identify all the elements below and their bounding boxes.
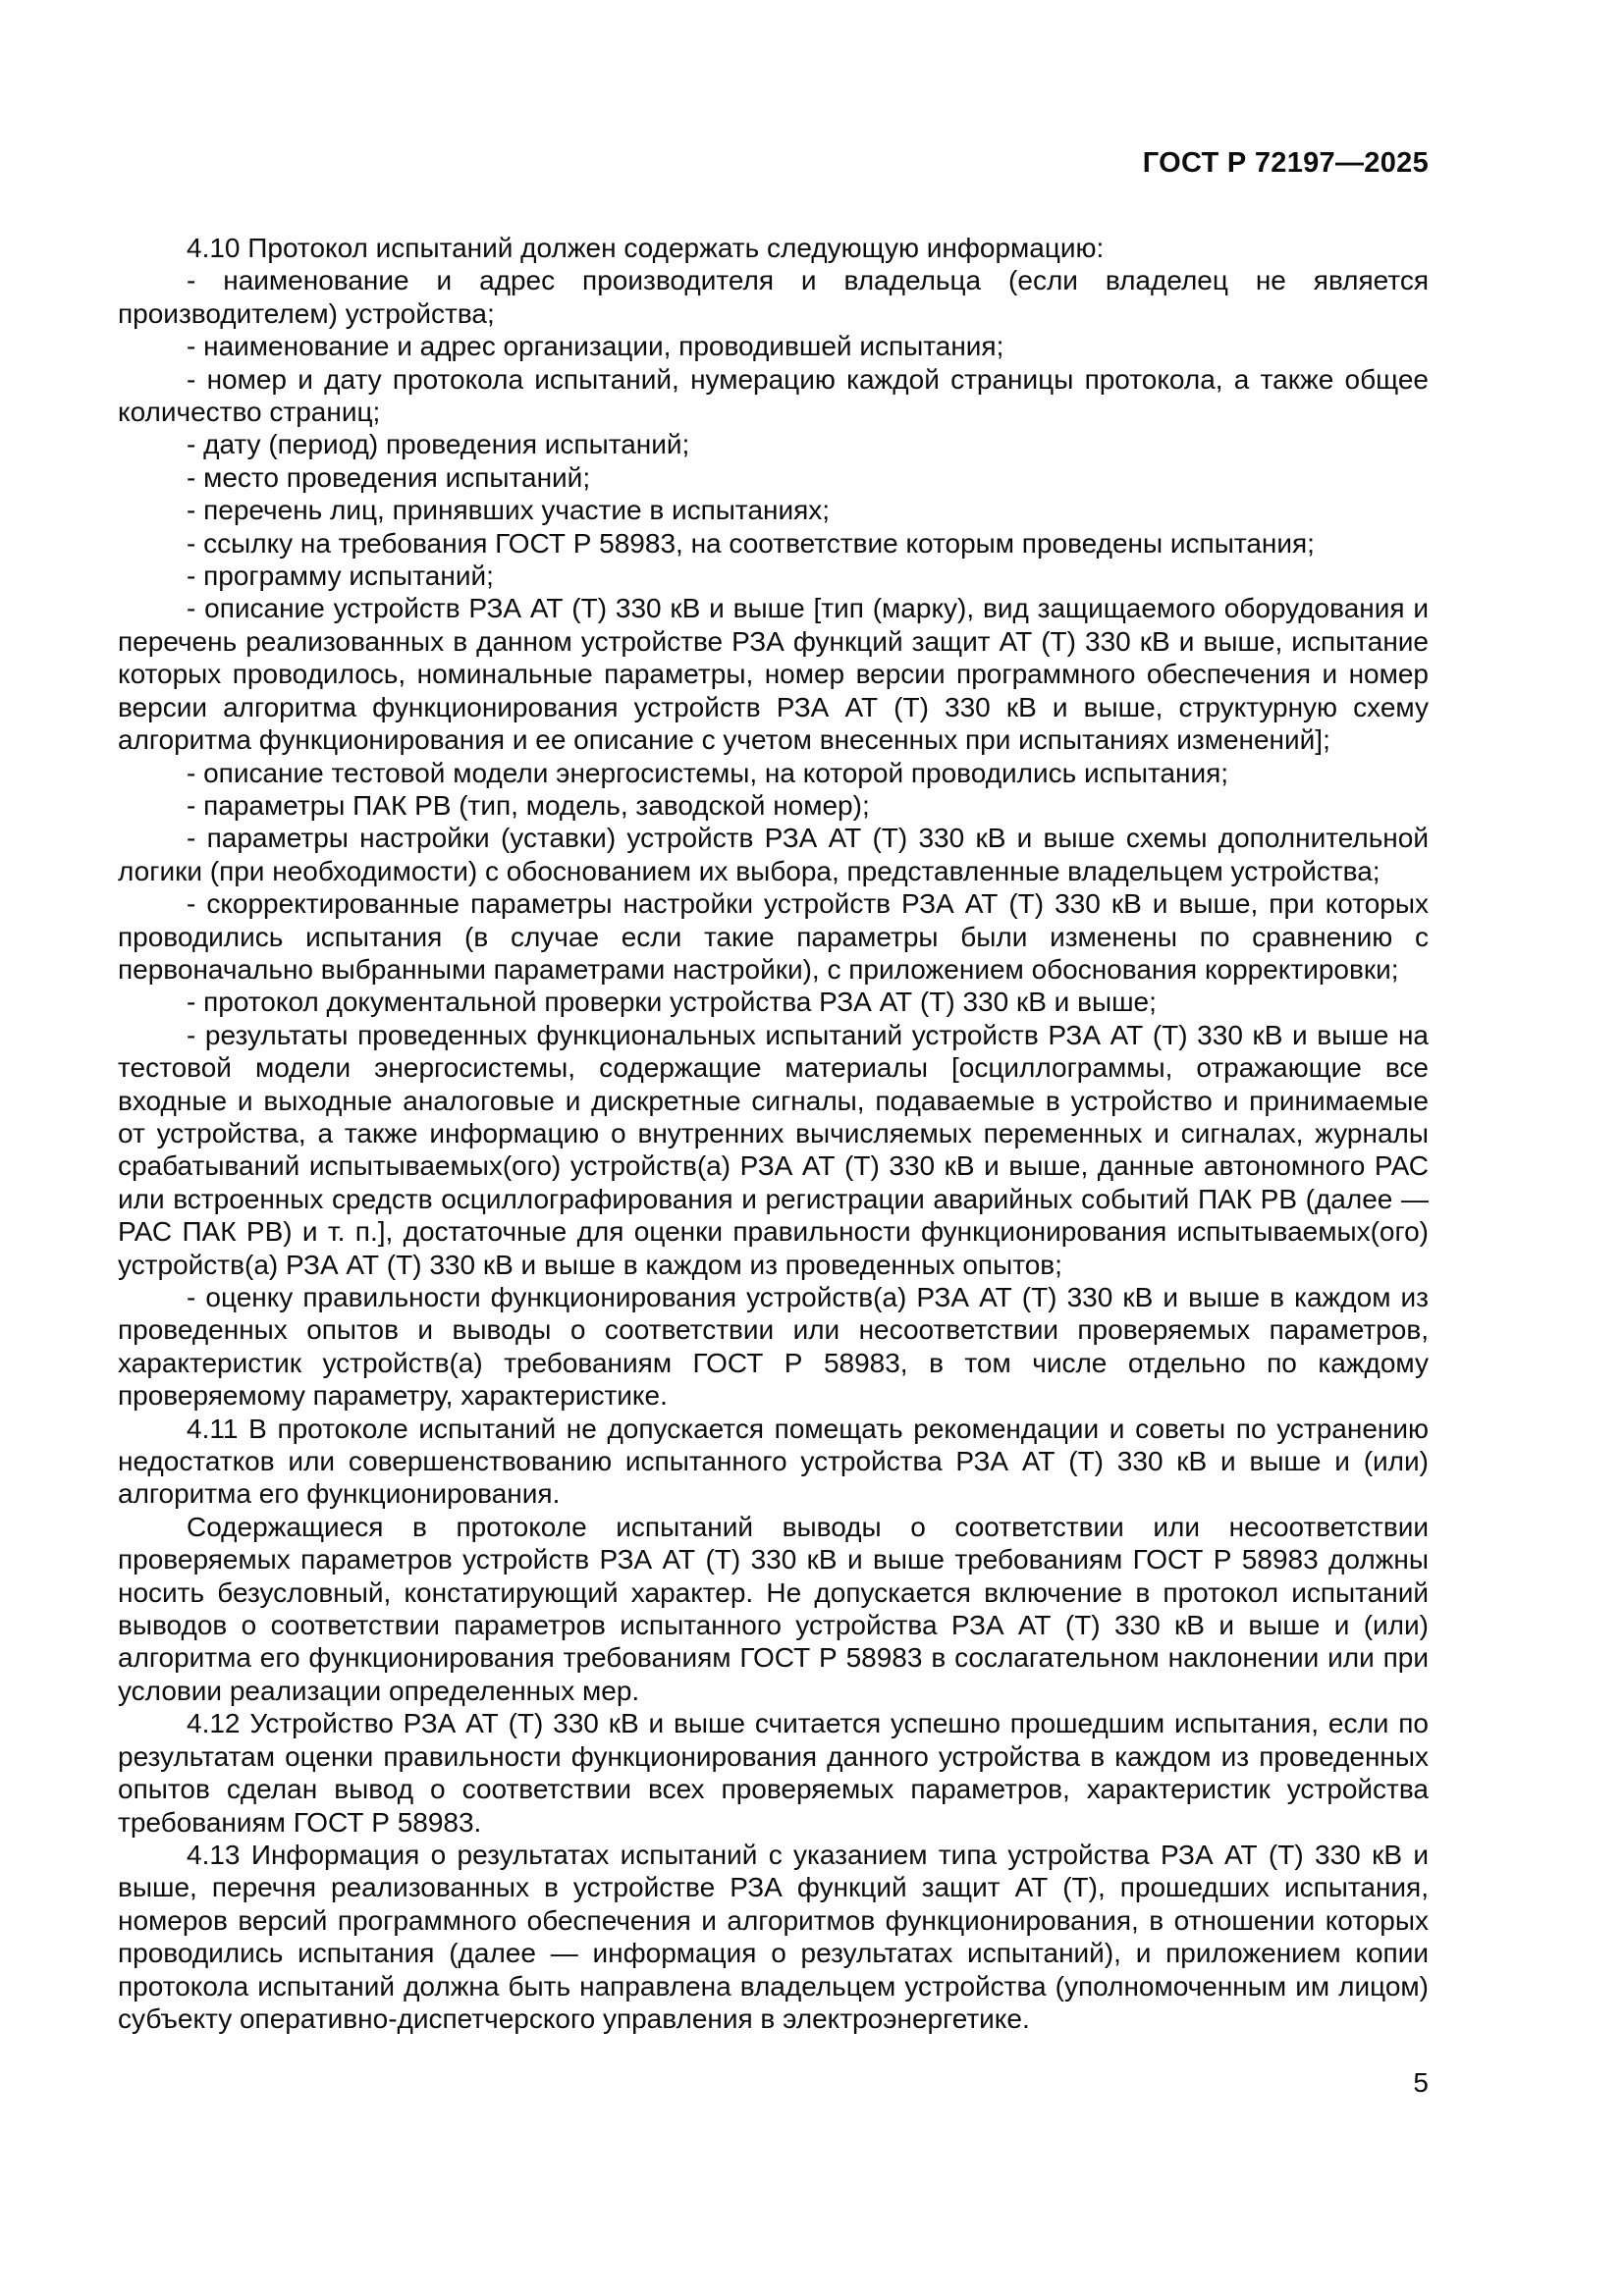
list-item-correctness-assessment: - оценку правильности функционирования устройств(а) РЗА АТ (Т) 330 кВ и выше в каждом из проведенных опытов и выводы о соответствии или несоответствии проверяемых параметров, характеристик устройств(а) требованиям ГОСТ Р 58983, в том числе отдельно по каждому проверяемому параметру, характеристике. [118,1282,1429,1412]
list-item-protocol-number: - номер и дату протокола испытаний, нумерацию каждой страницы протокола, а также общее количество страниц; [118,363,1429,428]
list-item-test-model-description: - описание тестовой модели энергосистемы, на которой проводились испытания; [187,757,1229,788]
list-item-testing-organization: - наименование и адрес организации, проводившей испытания; [187,331,1004,362]
list-item-functional-test-results: - результаты проведенных функциональных испытаний устройств РЗА АТ (Т) 330 кВ и выше на тестовой модели энергосистемы, содержащие материалы [осциллограммы, отражающие все входные и выходные аналоговые и дискретные сигналы, подаваемые в устройство и принимаемые от устройства, а также информацию о внутренних вычисляемых переменных и сигналах, журналы срабатываний испытываемых(ого) устройств(а) РЗА АТ (Т) 330 кВ и выше, данные автономного РАС или встроенных средств осциллографирования и регистрации аварийных событий ПАК РВ (далее — РАС ПАК РВ) и т. п.], достаточные для оценки правильности функционирования испытываемых(ого) устройств(а) РЗА АТ (Т) 330 кВ и выше в каждом из проведенных опытов; [118,1019,1429,1280]
page-footer [118,2067,1429,2099]
list-item-test-place: - место проведения испытаний; [187,461,591,493]
clause-4-11: 4.11 В протоколе испытаний не допускается помещать рекомендации и советы по устранению недостатков или совершенствованию испытанного устройства РЗА АТ (Т) 330 кВ и выше и (или) алгоритма его функционирования. [118,1413,1429,1510]
clause-4-13: 4.13 Информация о результатах испытаний с указанием типа устройства РЗА АТ (Т) 330 кВ и выше, перечня реализованных в устройстве РЗА функций защит АТ (Т), прошедших испытания, номеров версий программного обеспечения и алгоритмов функционирования, в отношении которых проводились испытания (далее — информация о результатах испытаний), и приложением копии протокола испытаний должна быть направлена владельцем устройства (уполномоченным им лицом) субъекту оперативно-диспетчерского управления в электроэнергетике. [118,1839,1429,2034]
list-item-pak-rv-parameters: - параметры ПАК РВ (тип, модель, заводской номер); [187,789,870,821]
list-item-documentary-check: - протокол документальной проверки устройства РЗА АТ (Т) 330 кВ и выше; [187,987,1157,1018]
list-item-corrected-parameters: - скорректированные параметры настройки устройств РЗА АТ (Т) 330 кВ и выше, при которых проводились испытания (в случае если такие параметры были изменены по сравнению с первоначально выбранными параметрами настройки), с приложением обоснования корректировки; [118,888,1429,985]
list-item-participants: - перечень лиц, принявших участие в испытаниях; [187,495,831,526]
list-item-gost-reference: - ссылку на требования ГОСТ Р 58983, на соответствие которым проведены испытания; [187,527,1315,559]
list-item-settings-parameters: - параметры настройки (уставки) устройств РЗА АТ (Т) 330 кВ и выше схемы дополнительной логики (при необходимости) с обоснованием их выбора, представленные владельцем устройства; [118,823,1429,886]
list-item-device-description: - описание устройств РЗА АТ (Т) 330 кВ и выше [тип (марку), вид защищаемого оборудования и перечень реализованных в данном устройстве РЗА функций защит АТ (Т) 330 кВ и выше, испытание которых проводилось, номинальные параметры, номер версии программного обеспечения и номер версии алгоритма функционирования устройств РЗА АТ (Т) 330 кВ и выше, структурную схему алгоритма функционирования и ее описание с учетом внесенных при испытаниях изменений]; [118,593,1429,756]
standard-code-header: ГОСТ Р 72197—2025 [1142,147,1429,179]
list-item-manufacturer-owner: - наименование и адрес производителя и владельца (если владелец не является производителем) устройства; [118,265,1429,329]
list-item-test-program: - программу испытаний; [187,561,494,592]
clause-4-10: 4.10 Протокол испытаний должен содержать следующую информацию: [187,233,1105,263]
clause-4-12: 4.12 Устройство РЗА АТ (Т) 330 кВ и выше считается успешно прошедшим испытания, если по результатам оценки правильности функционирования данного устройства в каждом из проведенных опытов сделан вывод о соответствии всех проверяемых параметров, характеристик устройства требованиям ГОСТ Р 58983. [118,1708,1429,1838]
document-body [118,232,1429,2035]
list-item-test-date: - дату (период) проведения испытаний; [187,429,690,460]
clause-4-11-continuation: Содержащиеся в протоколе испытаний выводы о соответствии или несоответствии проверяемых параметров устройств РЗА АТ (Т) 330 кВ и выше требованиям ГОСТ Р 58983 должны носить безусловный, констатирующий характер. Не допускается включение в протокол испытаний выводов о соответствии параметров испытанного устройства РЗА АТ (Т) 330 кВ и выше и (или) алгоритма его функционирования требованиям ГОСТ Р 58983 в сослагательном наклонении или при условии реализации определенных мер. [118,1511,1429,1706]
page-number: 5 [1413,2067,1429,2098]
